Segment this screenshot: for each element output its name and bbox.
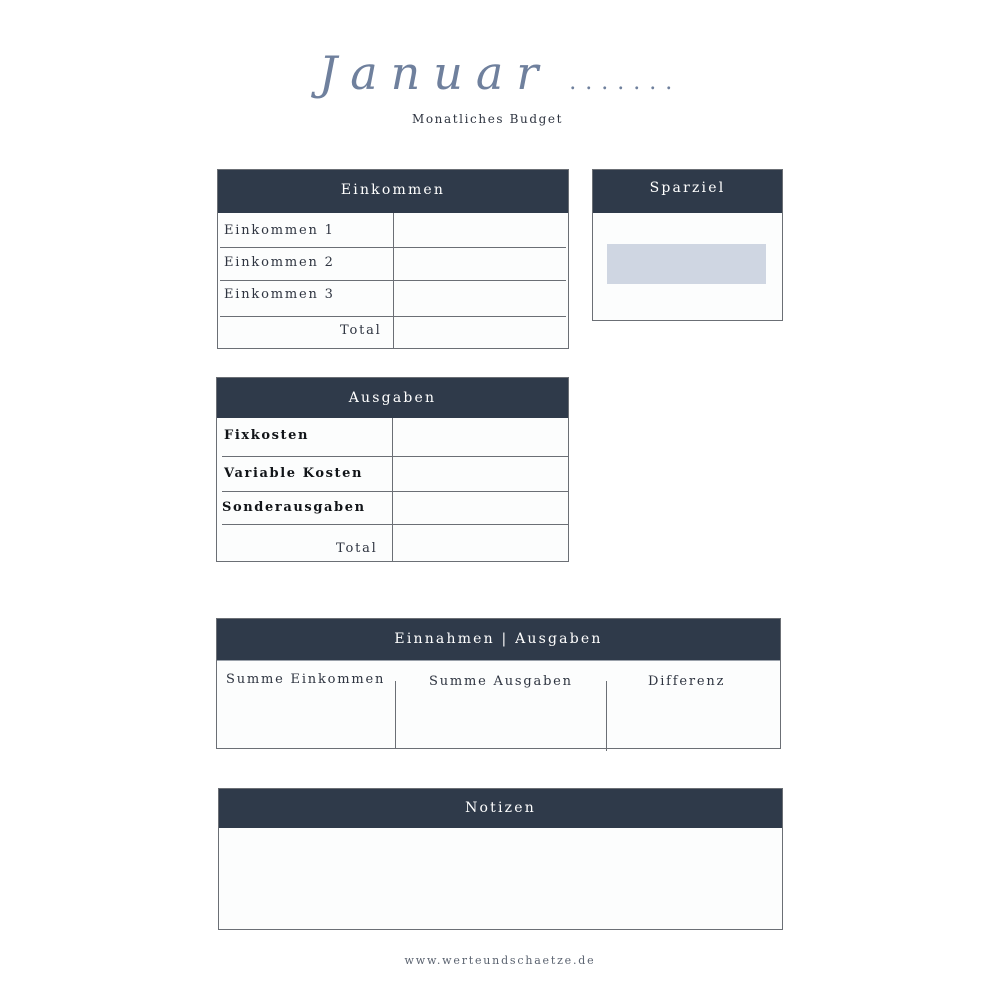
summary-column-label: Summe Ausgaben [429,674,573,689]
row-divider [222,524,568,525]
expenses-row-label: Sonderausgaben [222,500,366,515]
notes-area[interactable] [219,828,782,929]
footer-website: www.werteundschaetze.de [404,954,596,967]
income-table [217,169,569,349]
savings-goal-box [592,169,783,321]
row-divider [220,247,566,248]
expenses-row-label: Fixkosten [224,428,310,443]
savings-goal-field[interactable] [607,244,766,284]
income-row-label: Einkommen 1 [224,223,335,238]
expenses-table [216,377,569,562]
summary-column-divider [606,681,607,751]
summary-column-label: Summe Einkommen [226,672,386,687]
savings-header: Sparziel [593,170,782,213]
expenses-total-label: Total [336,541,378,556]
row-divider [222,491,568,492]
income-total-label: Total [340,323,382,338]
income-header: Einkommen [218,170,568,213]
notes-box [218,788,783,930]
summary-column-divider [395,681,396,749]
month-title: Januar [318,46,552,100]
expenses-row-label: Variable Kosten [224,466,364,481]
row-divider [220,316,566,317]
row-divider [222,456,568,457]
month-dots: ....... [569,70,682,95]
page-title [0,46,1000,116]
income-row-label: Einkommen 2 [224,255,335,270]
notes-header: Notizen [219,789,782,828]
expenses-column-divider [392,418,393,561]
page-subtitle: Monatliches Budget [411,112,564,126]
summary-table [216,618,781,749]
summary-header-underline [217,660,780,661]
income-row-label: Einkommen 3 [224,287,335,302]
expenses-header: Ausgaben [217,378,568,418]
summary-column-label: Differenz [648,674,726,689]
summary-header: Einnahmen | Ausgaben [217,619,780,660]
row-divider [220,280,566,281]
